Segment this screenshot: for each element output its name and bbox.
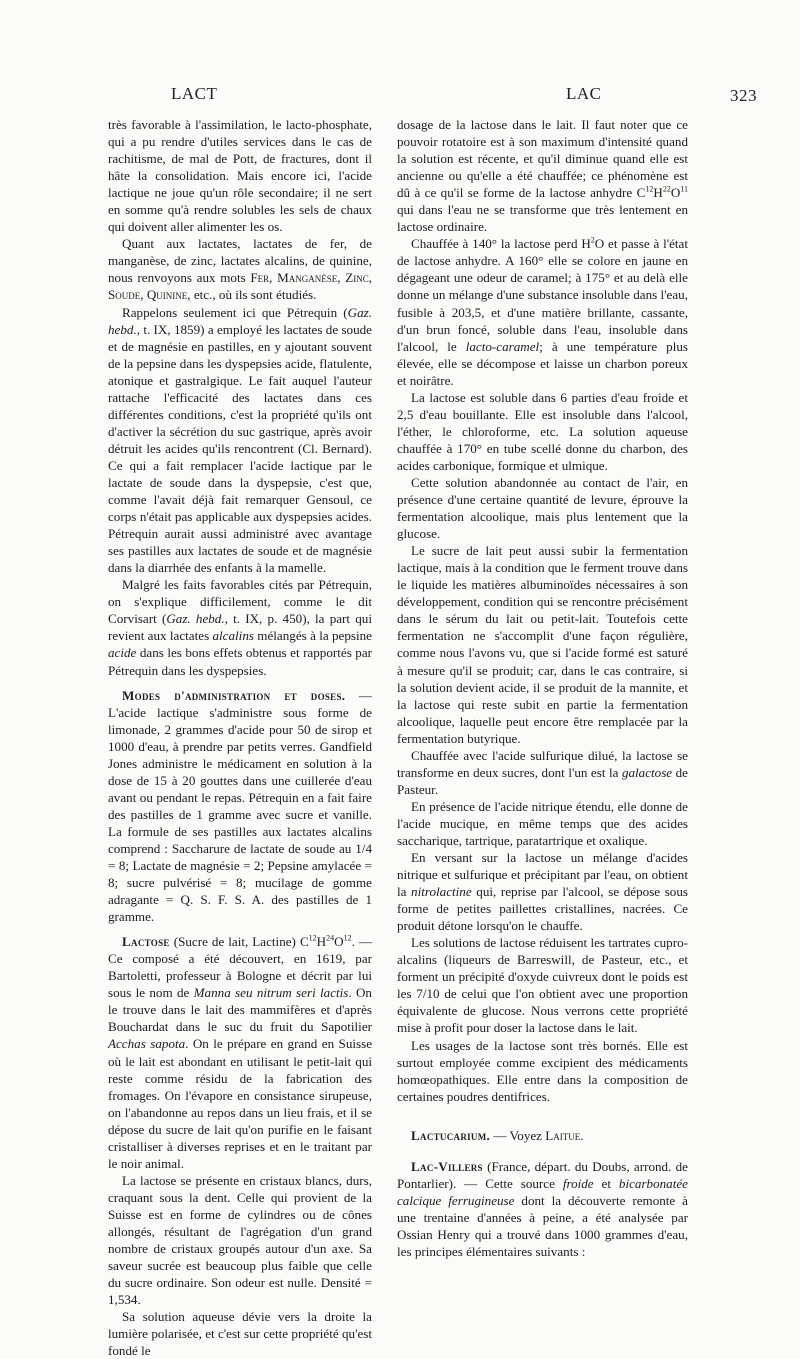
paragraph: [397, 235, 688, 388]
text-run: . On le trouve dans le lait des mammifères et d'après Bouchardat dans le suc du fruit du Sapotilier: [108, 985, 372, 1035]
formula-element: H: [316, 934, 327, 950]
formula-element: O: [670, 185, 681, 201]
text-run: . On le prépare en grand en Suisse où le lait est abondant en utilisant le petit-lait qui reste comme résidu de la fabrication des fromages. On l'évapore en consistance sirupeuse, on l'abandonne au repos dans un lieu frais, et il se dépose du sucre de lait qu'on purifie en le faisant cristalliser à diverses reprises et en le traitant par le noir animal.: [108, 1036, 373, 1171]
paragraph: Sa solution aqueuse dévie vers la droite la lumière polarisée, et c'est sur cette propriété qu'est fondé le: [108, 1309, 372, 1359]
formula-index: 12: [308, 933, 317, 943]
text-run: — Voyez: [490, 1127, 546, 1143]
cross-reference: Laitue: [545, 1127, 581, 1143]
emphasis: Acchas sapota: [108, 1036, 186, 1052]
text-run: dans les bons effets obtenus et rapportés par Pétrequin dans les dyspepsies.: [108, 645, 372, 678]
citation: Gaz. hebd.: [166, 611, 225, 627]
text-run: (France, départ. du Doubs, arrond. de Pontarlier). — Cette source: [397, 1158, 688, 1191]
section-heading: Modes d'administration et doses.: [122, 687, 346, 703]
paragraph: [397, 849, 688, 934]
text-run: et: [593, 1175, 619, 1191]
paragraph: [108, 576, 372, 678]
emphasis: acide: [108, 645, 137, 661]
entry-headword: Lactucarium.: [411, 1127, 491, 1143]
formula-index: 12: [343, 933, 352, 943]
text-run: qui dans l'eau ne se transforme que très lentement en lactose ordinaire.: [397, 202, 688, 235]
entry-lac-villers: [397, 1158, 688, 1260]
cross-references: Fer, Manganèse, Zinc, Soude, Quinine: [108, 270, 372, 303]
paragraph: Les solutions de lactose réduisent les tartrates cupro-alcalins (liqueurs de Barreswill, de Pasteur, etc., et forment un précipité d'oxyde cuivreux dont le poids est les 7/10 de celui que l'on obtient avec une proportion équivalente de glucose. Nous verrons cette propriété mise à profit pour doser la lactose dans le lait.: [397, 935, 688, 1036]
emphasis: alcalins: [212, 628, 254, 644]
formula-element: O: [334, 934, 344, 950]
paragraph: [397, 747, 688, 798]
text-run: dont la découverte remonte à une trentaine d'années à peine, a été analysée par Ossian Henry qui a trouvé dans 1000 grammes d'eau, les principes élémentaires suivants :: [397, 1192, 688, 1259]
emphasis: galactose: [621, 764, 673, 780]
entry-lactose: [108, 933, 372, 1172]
emphasis: froide: [562, 1175, 594, 1191]
paragraph: Le sucre de lait peut aussi subir la fermentation lactique, mais à la condition que le ferment trouve dans le liquide les matières albuminoïdes nécessaires à son développement, condition qui se rencontre précisément dans le sérum du lait ou petit-lait. Toutefois cette fermentation ne s'accomplit d'une façon régulière, comme nous l'avons vu, que si l'acide formé est saturé à mesure qu'il se produit; car, dans le cas contraire, si la solution devient acide, il se produit de la mannite, et la lactose qui reste subit en partie la fermentation alcoolique, laquelle peut encore être remplacée par la fermentation butyrique.: [397, 543, 688, 746]
entry-headword: Lactose: [122, 934, 170, 950]
paragraph: [397, 116, 688, 235]
formula-index: 2: [590, 235, 595, 245]
emphasis: lacto-caramel: [465, 338, 540, 354]
text-run: Malgré les faits favorables cités par Pétrequin, on s'explique difficilement, comme le dit Corvisart (: [108, 577, 372, 627]
text-run: Chauffée à 140° la lactose perd H: [411, 236, 591, 252]
paragraph: La lactose se présente en cristaux blancs, durs, craquant sous la dent. Celle qui provient de la Suisse est en forme de cylindres ou de cônes allongés, résultant de l'agrégation d'un grand nombre de cristaux groupés autour d'un axe. Sa saveur sucrée est beaucoup plus faible que celle du sucre ordinaire. Son odeur est nulle. Densité = 1,534.: [108, 1172, 372, 1308]
text-run: dosage de la lactose dans le lait. Il faut noter que ce pouvoir rotatoire est à son maximum d'intensité quand la solution est récente, et qu'il diminue quand elle est ancienne ou qu'elle a été chauffée; ce phénomène est dû à ce qu'il se forme de la lactose anhydre C: [397, 117, 688, 201]
text-run: .: [580, 1127, 584, 1143]
paragraph: [108, 687, 372, 926]
entry-lactucarium: [397, 1127, 688, 1144]
text-run: Chauffée avec l'acide sulfurique dilué, la lactose se transforme en deux sucres, dont l'un est la: [397, 747, 688, 780]
text-run: O et passe à l'état de lactose anhydre. A 160° elle se colore en jaune en dégageant une odeur de caramel; à 175° et au delà elle donne un mélange d'une substance insoluble dans l'eau, fusible à 203,5, et d'une matière brillante, cassante, d'un brun foncé, soluble dans l'eau, insoluble dans l'alcool, le: [397, 236, 688, 354]
text-run: , etc., où ils sont étudiés.: [187, 287, 317, 303]
text-run: (Sucre de lait, Lactine) C: [169, 934, 309, 950]
text-run: , t. IX, 1859) a employé les lactates de soude et de magnésie en pastilles, en y ajoutant souvent de la pepsine dans les dyspepsies acide, flatulente, atonique et gastralgique. Le fait auquel l'auteur rattache l'efficacité des lactates dans ces différentes conditions, c'est la propriété qu'ils ont d'activer la sécrétion du suc gastrique, après avoir détruit les acides qu'ils rencontrent (Cl. Bernard). Ce qui a fait remplacer l'acide lactique par le lactate de soude dans la dyspepsie, c'est que, comme l'avait déjà fait remarquer Gensoul, ce corps n'était pas applicable aux dyspepsies acides. Pétrequin aurait aussi administré avec avantage ses pastilles aux lactates de soude et de magnésie dans la diarrhée des enfants à la mamelle.: [108, 321, 372, 576]
paragraph: [108, 304, 372, 577]
emphasis: nitrolactine: [411, 884, 472, 900]
text-run: — L'acide lactique s'administre sous forme de limonade, 2 grammes d'acide pour 50 de sirop et 1000 d'eau, à prendre par petits verres. Gandfield Jones administre le médicament en solution à la dose de 15 à 20 gouttes dans une cuillerée d'eau avant ou pendant le repas. Pétrequin en a fait faire des pastilles de 1 gramme avec sucre et vanille. La formule de ses pastilles aux lactates alcalins comprend : Saccharure de lactate de soude au 1/4 = 8; Lactate de magnésie = 2; Pepsine amylacée = 8; sucre pulvérisé = 8; mucilage de gomme adragante = Q. S. F. S. A. des pastilles de 1 gramme.: [108, 687, 372, 925]
left-column: [108, 116, 372, 1359]
formula-element: H: [653, 185, 663, 201]
formula-index: 22: [662, 184, 671, 194]
page-number: 323: [730, 86, 757, 105]
paragraph: Cette solution abandonnée au contact de l'air, en présence d'une certaine quantité de levure, éprouve la fermentation alcoolique, mais plus lentement que la glucose.: [397, 474, 688, 542]
formula-index: 11: [680, 184, 688, 194]
text-run: ; à une température plus élevée, elle se décompose et laisse un charbon poreux et noirâtre.: [397, 338, 688, 388]
emphasis: Manna seu nitrum seri lactis: [193, 985, 349, 1001]
paragraph: En présence de l'acide nitrique étendu, elle donne de l'acide mucique, en même temps que des acides saccharique, tartrique, paratartrique et oxalique.: [397, 798, 688, 848]
entry-headword: Lac-Villers: [411, 1158, 483, 1174]
paragraph: [108, 235, 372, 303]
text-run: En versant sur la lactose un mélange d'acides nitrique et sulfurique et précipitant par l'eau, on obtient la: [397, 850, 688, 900]
emphasis: bicarbonatée calcique ferrugineuse: [397, 1175, 688, 1208]
formula-index: 24: [326, 933, 335, 943]
text-run: Quant aux lactates, lactates de fer, de manganèse, de zinc, lactates alcalins, de quinine, nous renvoyons aux mots: [108, 236, 372, 286]
paragraph: très favorable à l'assimilation, le lacto-phosphate, qui a pu rendre d'utiles services dans le cas de rachitisme, de mal de Pott, de fractures, dont il hâte la consolidation. Mais encore ici, l'acide lactique ne joue qu'un rôle secondaire; il ne sert en somme qu'à rendre solubles les sels de chaux qui doivent aller alimenter les os.: [108, 117, 372, 235]
text-run: qui, reprise par l'alcool, se dépose sous forme de petites paillettes cristallines, nacrées. Ce produit détone lorsqu'on le chauffe.: [397, 884, 688, 934]
paragraph: Les usages de la lactose sont très bornés. Elle est surtout employée comme excipient des médicaments homœopathiques. Elle entre dans la composition de certaines poudres dentifrices.: [397, 1037, 688, 1104]
text-run: Rappelons seulement ici que Pétrequin (: [122, 304, 348, 320]
running-head-center: LAC: [566, 84, 602, 103]
running-head-left: LACT: [171, 84, 218, 103]
text-run: , t. IX, p. 450), la part qui revient aux lactates: [108, 611, 372, 644]
text-run: de Pasteur.: [397, 764, 688, 797]
text-run: . — Ce composé a été découvert, en 1619, par Bartoletti, professeur à Bologne et décrit par lui sous le nom de: [108, 934, 372, 1001]
paragraph: La lactose est soluble dans 6 parties d'eau froide et 2,5 d'eau bouillante. Elle est insoluble dans l'alcool, l'éther, le chloroforme, etc. La solution aqueuse chauffée à 170° en tube scellé donne du charbon, des acides carbonique, formique et ulmique.: [397, 389, 688, 473]
right-column: [397, 116, 688, 1260]
formula-index: 12: [645, 184, 654, 194]
text-run: mélangés à la pepsine: [253, 628, 372, 644]
citation: Gaz. hebd.: [108, 304, 372, 337]
